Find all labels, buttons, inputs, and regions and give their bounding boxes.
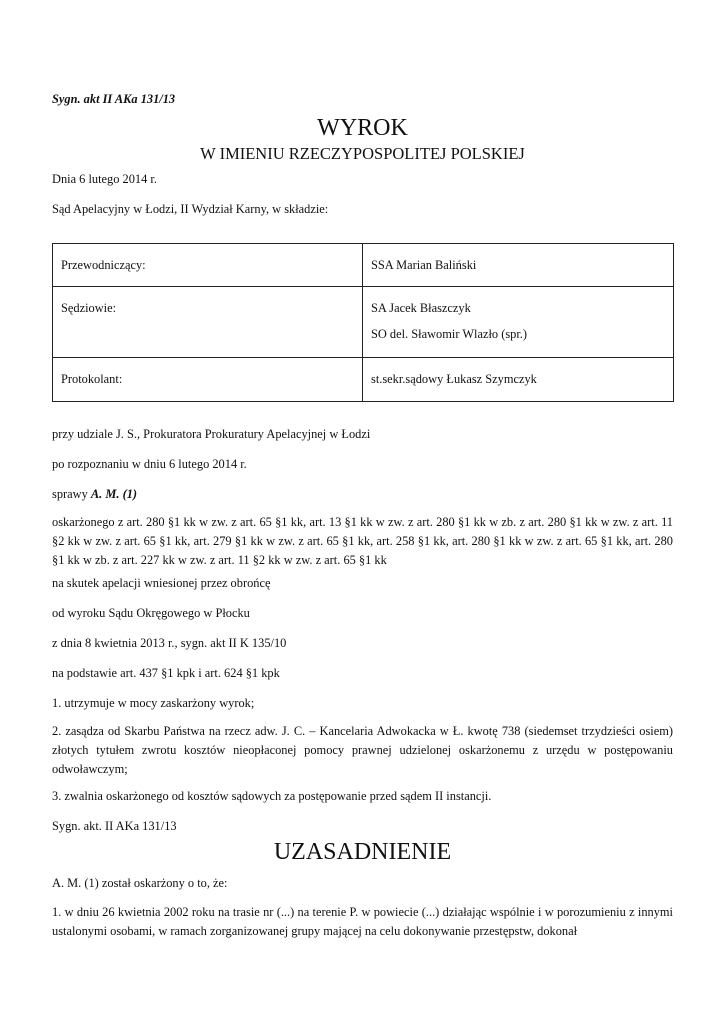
prosecutor-line: przy udziale J. S., Prokuratora Prokuratury Apelacyjnej w Łodzi: [52, 427, 371, 441]
panel-members: SSA Marian Baliński: [363, 244, 674, 287]
panel-table: [52, 243, 674, 402]
ruling-point-1: 1. utrzymuje w mocy zaskarżony wyrok;: [52, 696, 255, 710]
judgment-date-line: z dnia 8 kwietnia 2013 r., sygn. akt II K 135/10: [52, 636, 287, 650]
appeal-line: na skutek apelacji wniesionej przez obrońcę: [52, 576, 271, 590]
panel-row-chair: [53, 244, 674, 287]
charges-paragraph: oskarżonego z art. 280 §1 kk w zw. z art. 65 §1 kk, art. 13 §1 kk w zw. z art. 280 §1 kk w zb. z art. 280 §1 kk w zw. z art. 11 §2 kk w zw. z art. 65 §1 kk, art. 279 §1 kk w zw. z art. 65 §1 kk, art. 258 §1 kk, art. 280 §1 kk w zw. z art. 65 §1 kk, art. 280 §1 kk w zb. z art. 227 kk w zw. z art. 11 §2 kk w zw. z art. 65 §1 kk: [52, 515, 673, 567]
date-line: Dnia 6 lutego 2014 r.: [52, 172, 157, 186]
document-subtitle: W IMIENIU RZECZYPOSPOLITEJ POLSKIEJ: [200, 144, 525, 163]
panel-role: Sędziowie:: [53, 287, 363, 358]
panel-role: Protokolant:: [53, 358, 363, 402]
panel-members: st.sekr.sądowy Łukasz Szymczyk: [363, 358, 674, 402]
legal-basis-line: na podstawie art. 437 §1 kpk i art. 624 §1 kpk: [52, 666, 280, 680]
panel-row-clerk: [53, 358, 674, 402]
case-signature-2: Sygn. akt. II AKa 131/13: [52, 819, 177, 833]
ruling-point-2: 2. zasądza od Skarbu Państwa na rzecz adw. J. C. – Kancelaria Adwokacka w Ł. kwotę 738 (siedemset trzydzieści osiem) złotych tytułem zwrotu kosztów nieopłaconej pomocy prawnej udzielonej oskarżonemu z urzędu w postępowaniu odwoławczym;: [52, 724, 673, 776]
judgment-of-line: od wyroku Sądu Okręgowego w Płocku: [52, 606, 250, 620]
case-line: sprawy A. M. (1): [52, 487, 138, 501]
justification-title: UZASADNIENIE: [273, 839, 452, 865]
defendant-name: A. M. (1): [90, 487, 138, 501]
hearing-line: po rozpoznaniu w dniu 6 lutego 2014 r.: [52, 457, 247, 471]
ruling-point-3: 3. zwalnia oskarżonego od kosztów sądowych za postępowanie przed sądem II instancji.: [52, 789, 492, 803]
justification-point-1: 1. w dniu 26 kwietnia 2002 roku na trasie nr (...) na terenie P. w powiecie (...) działając wspólnie i w porozumieniu z innymi ustalonymi osobami, w ramach zorganizowanej grupy mającej na celu dokonywanie przestępstw, dokonał: [52, 905, 673, 938]
court-line: Sąd Apelacyjny w Łodzi, II Wydział Karny, w składzie:: [52, 202, 329, 216]
panel-role: Przewodniczący:: [53, 244, 363, 287]
justification-intro: A. M. (1) został oskarżony o to, że:: [52, 876, 228, 890]
panel-row-judges: [53, 287, 674, 358]
case-signature: Sygn. akt II AKa 131/13: [52, 92, 176, 106]
document-title: WYROK: [317, 115, 408, 141]
panel-members: SA Jacek Błaszczyk SO del. Sławomir Wlazło (spr.): [363, 287, 674, 358]
